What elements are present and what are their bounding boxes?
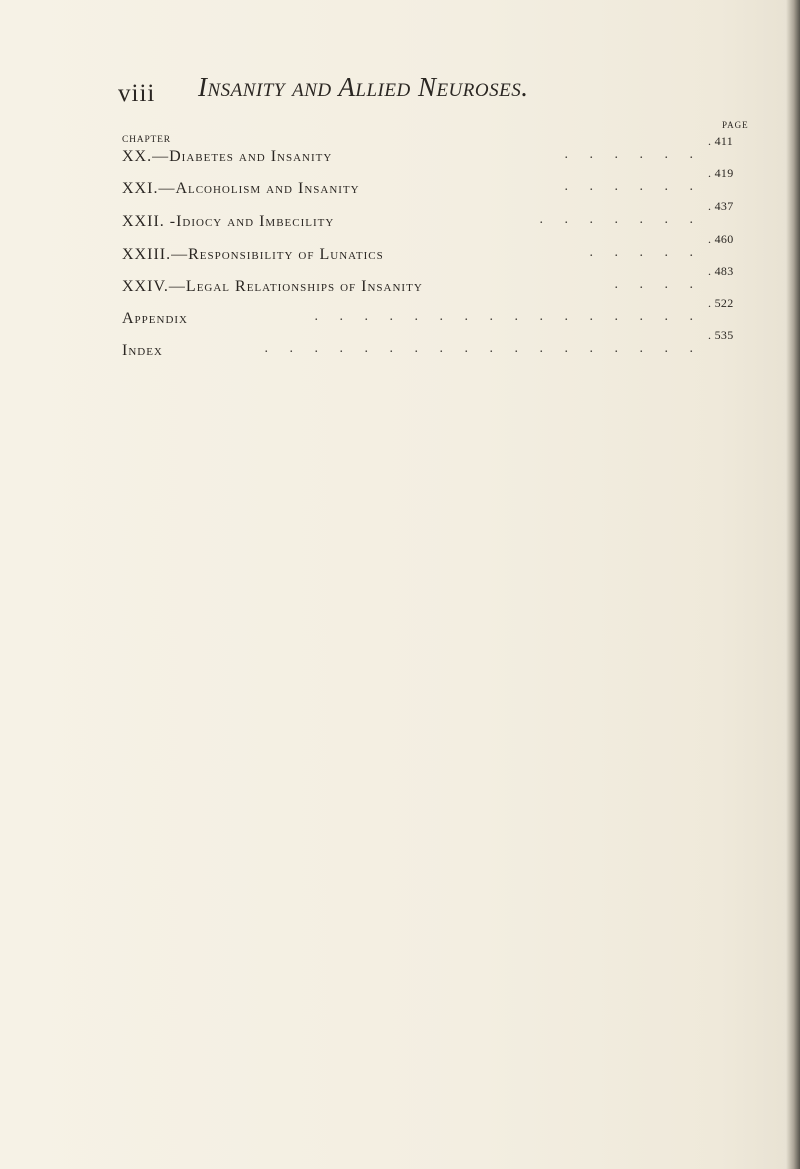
- toc-entry-title: XXII. -Idiocy and Imbecility: [122, 213, 335, 230]
- toc-entry-title: Index: [122, 342, 163, 359]
- toc-entry-leader: . . . . . .: [564, 179, 702, 194]
- page-column-label: PAGE: [722, 120, 749, 130]
- toc-entry-title: XXIII.—Responsibility of Lunatics: [122, 246, 384, 263]
- toc-entry-page: . 522: [708, 296, 734, 310]
- chapter-column-label: CHAPTER: [122, 135, 171, 145]
- toc-entry: [122, 264, 742, 296]
- running-head: [118, 72, 638, 112]
- toc-entry-leader: . . . . . . .: [539, 212, 702, 227]
- page-folio: viii: [118, 80, 156, 107]
- toc-entry-page: . 411: [708, 134, 734, 148]
- running-title: Insanity and Allied Neuroses.: [198, 72, 529, 102]
- toc-entry-page: . 483: [708, 264, 734, 278]
- toc-entry-leader: . . . . . . . . . . . . . . . .: [314, 309, 702, 324]
- toc-entry-page: . 419: [708, 166, 734, 180]
- toc-entry-leader: . . . .: [614, 277, 702, 292]
- toc-entry: [122, 166, 742, 198]
- toc-entry: [122, 296, 742, 328]
- toc-entry-page: . 535: [708, 328, 734, 342]
- toc-entry: [122, 199, 742, 231]
- toc-entry: [122, 328, 742, 360]
- toc-entry-title: Appendix: [122, 310, 189, 327]
- toc-entry-title: XX.—Diabetes and Insanity: [122, 148, 333, 165]
- toc-entry-page: . 437: [708, 199, 734, 213]
- toc-entry-leader: . . . . . . . . . . . . . . . . . .: [264, 341, 702, 356]
- toc-entry: [122, 232, 742, 264]
- toc-entry-leader: . . . . .: [589, 245, 702, 260]
- toc-entry-title: XXIV.—Legal Relationships of Insanity: [122, 278, 423, 295]
- toc-entry-leader: . . . . . .: [564, 147, 702, 162]
- toc-entry-title: XXI.—Alcoholism and Insanity: [122, 180, 360, 197]
- page-edge-shadow: [786, 0, 800, 1169]
- toc-entry-page: . 460: [708, 232, 734, 246]
